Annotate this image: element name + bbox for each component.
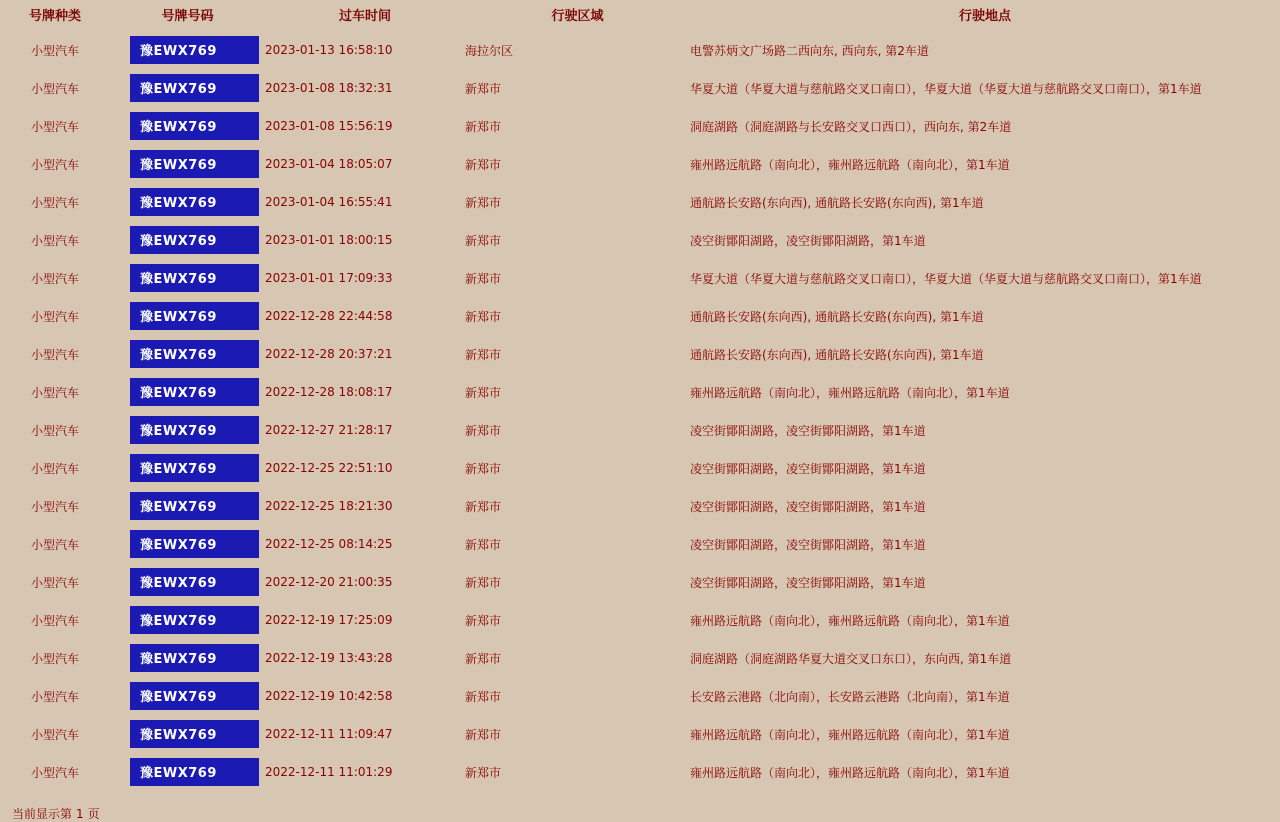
cell-pass-time: 2022-12-25 22:51:10 xyxy=(265,461,393,475)
cell-place: 洞庭湖路（洞庭湖路华夏大道交叉口东口），东向西, 第1车道 xyxy=(690,651,1012,666)
cell-place: 凌空街鄮阳湖路，凌空街鄮阳湖路，第1车道 xyxy=(690,461,926,476)
plate-badge[interactable]: 豫EWX769 xyxy=(130,340,259,368)
cell-place: 华夏大道（华夏大道与慈航路交叉口南口），华夏大道（华夏大道与慈航路交叉口南口），第1车道 xyxy=(690,81,1202,96)
cell-plate-type: 小型汽车 xyxy=(30,537,79,552)
pagination-suffix-label: 页 xyxy=(87,807,100,821)
plate-badge[interactable]: 豫EWX769 xyxy=(130,568,259,596)
cell-pass-time: 2022-12-19 13:43:28 xyxy=(265,651,393,665)
cell-area: 新郑市 xyxy=(465,347,502,362)
cell-place: 雍州路远航路（南向北），雍州路远航路（南向北），第1车道 xyxy=(690,613,1010,628)
cell-pass-time: 2022-12-20 21:00:35 xyxy=(265,575,393,589)
cell-plate-type: 小型汽车 xyxy=(30,43,79,58)
plate-badge[interactable]: 豫EWX769 xyxy=(130,188,259,216)
cell-place: 通航路长安路(东向西), 通航路长安路(东向西), 第1车道 xyxy=(690,309,984,324)
cell-area: 新郑市 xyxy=(465,537,502,552)
table-row[interactable] xyxy=(0,69,1280,107)
cell-plate-number[interactable] xyxy=(110,335,265,373)
cell-pass-time: 2023-01-01 18:00:15 xyxy=(265,233,393,247)
cell-area: 新郑市 xyxy=(465,385,502,400)
pagination-page-number: 1 xyxy=(76,807,84,821)
cell-place: 凌空街鄮阳湖路，凌空街鄮阳湖路，第1车道 xyxy=(690,233,926,248)
cell-area: 新郑市 xyxy=(465,765,502,780)
plate-badge[interactable]: 豫EWX769 xyxy=(130,682,259,710)
cell-plate-type: 小型汽车 xyxy=(30,347,79,362)
cell-place: 长安路云港路（北向南），长安路云港路（北向南），第1车道 xyxy=(690,689,1010,704)
plate-badge[interactable]: 豫EWX769 xyxy=(130,264,259,292)
cell-place: 电警苏炳文广场路二西向东, 西向东, 第2车道 xyxy=(690,43,929,58)
cell-plate-type: 小型汽车 xyxy=(30,651,79,666)
cell-area: 新郑市 xyxy=(465,81,502,96)
cell-plate-number[interactable] xyxy=(110,107,265,145)
cell-area: 新郑市 xyxy=(465,575,502,590)
cell-plate-type: 小型汽车 xyxy=(30,385,79,400)
cell-plate-number[interactable] xyxy=(110,563,265,601)
table-row[interactable] xyxy=(0,487,1280,525)
cell-plate-type: 小型汽车 xyxy=(30,157,79,172)
cell-plate-number[interactable] xyxy=(110,487,265,525)
cell-plate-number[interactable] xyxy=(110,601,265,639)
cell-place: 雍州路远航路（南向北），雍州路远航路（南向北），第1车道 xyxy=(690,385,1010,400)
plate-badge[interactable]: 豫EWX769 xyxy=(130,378,259,406)
cell-area: 新郑市 xyxy=(465,233,502,248)
table-row[interactable] xyxy=(0,297,1280,335)
plate-badge[interactable]: 豫EWX769 xyxy=(130,36,259,64)
cell-place: 通航路长安路(东向西), 通航路长安路(东向西), 第1车道 xyxy=(690,195,984,210)
cell-plate-type: 小型汽车 xyxy=(30,233,79,248)
plate-badge[interactable]: 豫EWX769 xyxy=(130,74,259,102)
plate-badge[interactable]: 豫EWX769 xyxy=(130,454,259,482)
cell-plate-type: 小型汽车 xyxy=(30,575,79,590)
cell-area: 新郑市 xyxy=(465,461,502,476)
table-row[interactable] xyxy=(0,221,1280,259)
table-body xyxy=(0,31,1280,791)
column-header-place: 行驶地点 xyxy=(958,9,1011,24)
cell-plate-number[interactable] xyxy=(110,297,265,335)
cell-area: 新郑市 xyxy=(465,423,502,438)
cell-area: 新郑市 xyxy=(465,499,502,514)
cell-pass-time: 2023-01-13 16:58:10 xyxy=(265,43,393,57)
cell-plate-number[interactable] xyxy=(110,449,265,487)
table-row[interactable] xyxy=(0,31,1280,69)
cell-plate-type: 小型汽车 xyxy=(30,689,79,704)
cell-place: 雍州路远航路（南向北），雍州路远航路（南向北），第1车道 xyxy=(690,765,1010,780)
plate-badge[interactable]: 豫EWX769 xyxy=(130,720,259,748)
cell-plate-number[interactable] xyxy=(110,69,265,107)
table-row[interactable] xyxy=(0,145,1280,183)
table-row[interactable] xyxy=(0,335,1280,373)
table-row[interactable] xyxy=(0,677,1280,715)
cell-pass-time: 2022-12-25 08:14:25 xyxy=(265,537,393,551)
cell-plate-number[interactable] xyxy=(110,715,265,753)
plate-badge[interactable]: 豫EWX769 xyxy=(130,302,259,330)
cell-pass-time: 2022-12-27 21:28:17 xyxy=(265,423,393,437)
table-row[interactable] xyxy=(0,639,1280,677)
cell-plate-type: 小型汽车 xyxy=(30,613,79,628)
cell-pass-time: 2022-12-19 17:25:09 xyxy=(265,613,393,627)
cell-area: 海拉尔区 xyxy=(465,43,514,58)
cell-area: 新郑市 xyxy=(465,689,502,704)
cell-plate-type: 小型汽车 xyxy=(30,195,79,210)
table-row[interactable] xyxy=(0,373,1280,411)
plate-badge[interactable]: 豫EWX769 xyxy=(130,112,259,140)
cell-place: 通航路长安路(东向西), 通航路长安路(东向西), 第1车道 xyxy=(690,347,984,362)
cell-plate-type: 小型汽车 xyxy=(30,119,79,134)
cell-area: 新郑市 xyxy=(465,613,502,628)
cell-plate-type: 小型汽车 xyxy=(30,271,79,286)
table-row[interactable] xyxy=(0,449,1280,487)
table-header xyxy=(0,0,1280,31)
cell-area: 新郑市 xyxy=(465,119,502,134)
cell-plate-type: 小型汽车 xyxy=(30,765,79,780)
cell-plate-type: 小型汽车 xyxy=(30,309,79,324)
cell-pass-time: 2023-01-04 18:05:07 xyxy=(265,157,393,171)
plate-badge[interactable]: 豫EWX769 xyxy=(130,530,259,558)
column-header-plate-number: 号牌号码 xyxy=(161,9,214,24)
plate-badge[interactable]: 豫EWX769 xyxy=(130,644,259,672)
cell-plate-number[interactable] xyxy=(110,677,265,715)
cell-area: 新郑市 xyxy=(465,727,502,742)
table-row[interactable] xyxy=(0,753,1280,791)
cell-area: 新郑市 xyxy=(465,271,502,286)
table-row[interactable] xyxy=(0,107,1280,145)
cell-plate-number[interactable] xyxy=(110,259,265,297)
cell-place: 凌空街鄮阳湖路，凌空街鄮阳湖路，第1车道 xyxy=(690,499,926,514)
cell-plate-number[interactable] xyxy=(110,373,265,411)
table-row[interactable] xyxy=(0,601,1280,639)
cell-place: 雍州路远航路（南向北），雍州路远航路（南向北），第1车道 xyxy=(690,727,1010,742)
cell-place: 凌空街鄮阳湖路，凌空街鄮阳湖路，第1车道 xyxy=(690,575,926,590)
table-row[interactable] xyxy=(0,259,1280,297)
table-row[interactable] xyxy=(0,715,1280,753)
cell-plate-number[interactable] xyxy=(110,183,265,221)
table-header-row xyxy=(0,0,1280,31)
plate-badge[interactable]: 豫EWX769 xyxy=(130,492,259,520)
cell-pass-time: 2022-12-28 20:37:21 xyxy=(265,347,393,361)
cell-plate-type: 小型汽车 xyxy=(30,81,79,96)
plate-badge[interactable]: 豫EWX769 xyxy=(130,416,259,444)
cell-plate-number[interactable] xyxy=(110,145,265,183)
table-row[interactable] xyxy=(0,563,1280,601)
cell-pass-time: 2023-01-08 18:32:31 xyxy=(265,81,393,95)
cell-place: 洞庭湖路（洞庭湖路与长安路交叉口西口），西向东, 第2车道 xyxy=(690,119,1012,134)
cell-plate-number[interactable] xyxy=(110,753,265,791)
cell-pass-time: 2023-01-08 15:56:19 xyxy=(265,119,393,133)
plate-badge[interactable]: 豫EWX769 xyxy=(130,606,259,634)
cell-pass-time: 2022-12-28 18:08:17 xyxy=(265,385,393,399)
cell-pass-time: 2022-12-25 18:21:30 xyxy=(265,499,393,513)
cell-pass-time: 2023-01-04 16:55:41 xyxy=(265,195,393,209)
pagination-prefix-label: 当前显示第 xyxy=(12,807,73,821)
cell-place: 华夏大道（华夏大道与慈航路交叉口南口），华夏大道（华夏大道与慈航路交叉口南口），第1车道 xyxy=(690,271,1202,286)
cell-pass-time: 2023-01-01 17:09:33 xyxy=(265,271,393,285)
cell-plate-number[interactable] xyxy=(110,639,265,677)
cell-plate-type: 小型汽车 xyxy=(30,499,79,514)
cell-pass-time: 2022-12-11 11:09:47 xyxy=(265,727,393,741)
cell-pass-time: 2022-12-19 10:42:58 xyxy=(265,689,393,703)
plate-badge[interactable]: 豫EWX769 xyxy=(130,226,259,254)
table-row[interactable] xyxy=(0,183,1280,221)
cell-place: 凌空街鄮阳湖路，凌空街鄮阳湖路，第1车道 xyxy=(690,537,926,552)
plate-badge[interactable]: 豫EWX769 xyxy=(130,758,259,786)
table-row[interactable] xyxy=(0,411,1280,449)
plate-badge[interactable]: 豫EWX769 xyxy=(130,150,259,178)
cell-plate-number[interactable] xyxy=(110,221,265,259)
cell-area: 新郑市 xyxy=(465,309,502,324)
cell-area: 新郑市 xyxy=(465,157,502,172)
cell-place: 凌空街鄮阳湖路，凌空街鄮阳湖路，第1车道 xyxy=(690,423,926,438)
cell-plate-number[interactable] xyxy=(110,411,265,449)
cell-plate-type: 小型汽车 xyxy=(30,727,79,742)
cell-place: 雍州路远航路（南向北），雍州路远航路（南向北），第1车道 xyxy=(690,157,1010,172)
cell-area: 新郑市 xyxy=(465,195,502,210)
cell-plate-type: 小型汽车 xyxy=(30,423,79,438)
pagination-footer xyxy=(0,805,1280,822)
cell-plate-type: 小型汽车 xyxy=(30,461,79,476)
column-header-pass-time: 过车时间 xyxy=(338,9,391,24)
cell-pass-time: 2022-12-11 11:01:29 xyxy=(265,765,393,779)
column-header-plate-type: 号牌种类 xyxy=(28,9,81,24)
column-header-area: 行驶区域 xyxy=(551,9,604,24)
cell-pass-time: 2022-12-28 22:44:58 xyxy=(265,309,393,323)
cell-area: 新郑市 xyxy=(465,651,502,666)
cell-plate-number[interactable] xyxy=(110,31,265,69)
